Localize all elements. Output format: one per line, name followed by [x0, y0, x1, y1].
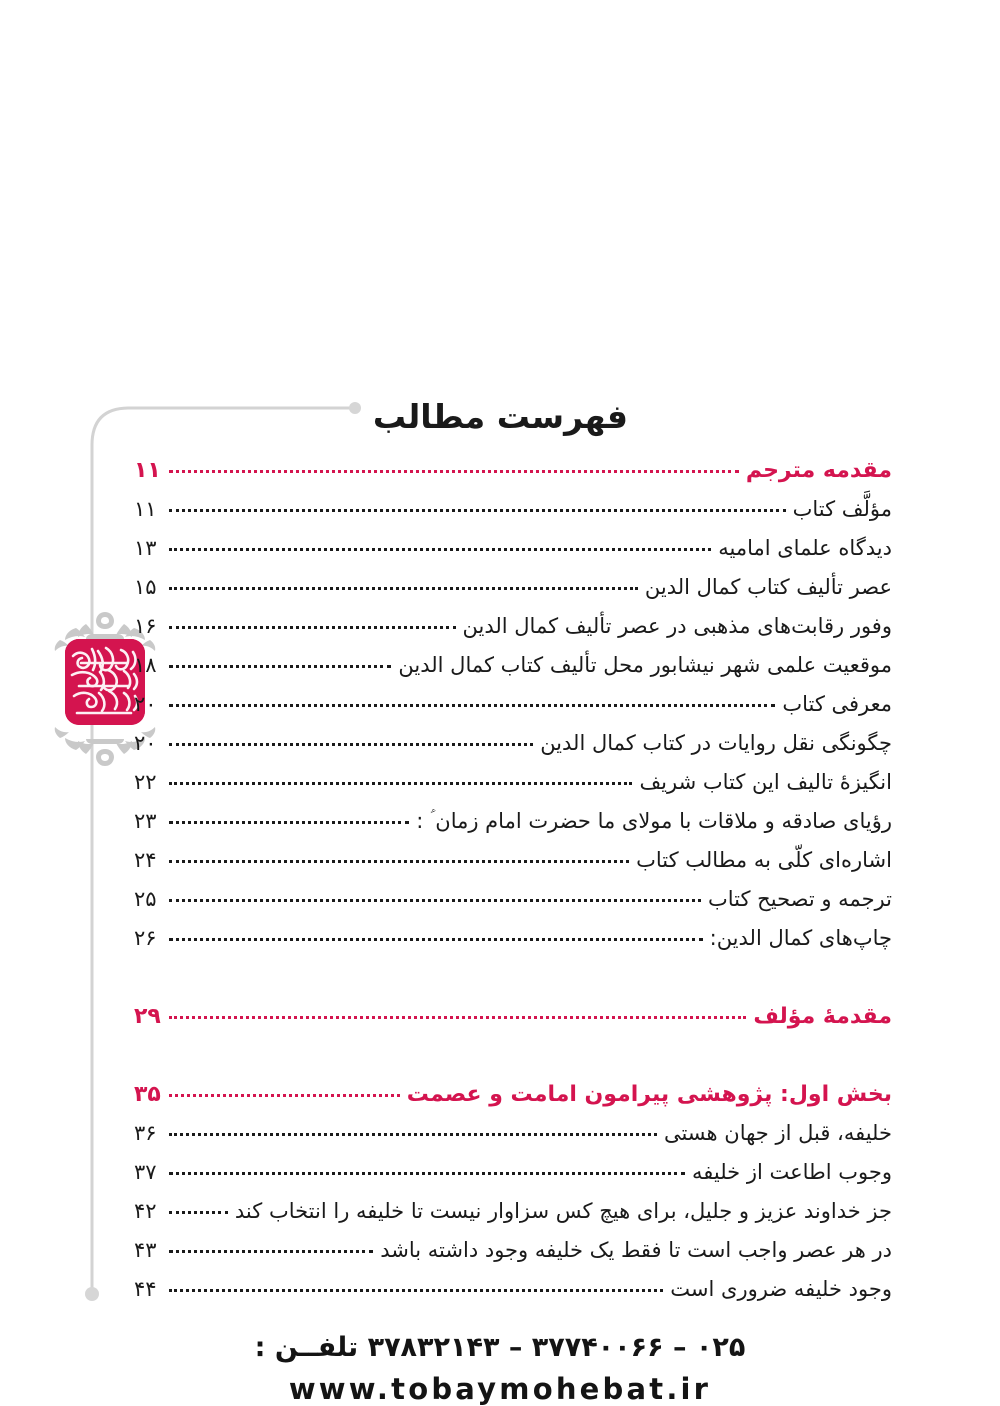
toc-entry-title: اشاره‌ای کلّی به مطالب کتاب	[636, 848, 892, 872]
toc-entry-page: ۲۳	[134, 809, 157, 833]
toc-entry[interactable]	[134, 772, 892, 811]
toc-entry[interactable]	[134, 1162, 892, 1201]
toc-dot-leader	[169, 898, 701, 902]
toc-entry-title: وجوب اطاعت از خلیفه	[692, 1160, 892, 1184]
phone-numbers: ۰۲۵ – ۳۷۷۴۰۰۶۶ – ۳۷۸۳۲۱۴۳	[367, 1332, 746, 1363]
toc-dot-leader	[169, 1015, 746, 1019]
toc-entry-page: ۳۷	[134, 1160, 157, 1184]
toc-entry[interactable]	[134, 850, 892, 889]
toc-dot-leader	[169, 937, 703, 941]
toc-entry-title: دیدگاه علمای امامیه	[718, 536, 892, 560]
toc-section-heading[interactable]	[134, 1006, 892, 1045]
toc-entry-page: ۱۶	[134, 614, 157, 638]
toc-entry[interactable]	[134, 499, 892, 538]
toc-entry-page: ۳۶	[134, 1121, 157, 1145]
toc-entry-title: وجود خلیفه ضروری است	[670, 1277, 892, 1301]
medallion-calligraphy-plate	[65, 639, 145, 725]
toc-entry-page: ۱۳	[134, 536, 157, 560]
toc-dot-leader	[169, 1249, 373, 1253]
toc-dot-leader	[169, 1171, 685, 1175]
toc-entry-title: خلیفه، قبل از جهان هستی	[663, 1121, 892, 1145]
toc-entry-title: موقعیت علمی شهر نیشابور محل تألیف کتاب کمال الدین	[398, 653, 892, 677]
toc-entry[interactable]	[134, 889, 892, 928]
toc-entry[interactable]	[134, 928, 892, 967]
toc-section-heading[interactable]	[134, 1084, 892, 1123]
toc-entry[interactable]	[134, 1201, 892, 1240]
toc-entry-title: عصر تألیف کتاب کمال الدین	[644, 575, 892, 599]
rail-endpoint-dot	[349, 402, 361, 414]
toc-entry-title: انگیزهٔ تالیف این کتاب شریف	[639, 770, 892, 794]
toc-dot-leader	[169, 703, 775, 707]
toc-entry-page: ۲۹	[134, 1004, 161, 1029]
toc-spacer	[134, 1045, 892, 1084]
toc-entry-title: معرفی کتاب	[782, 692, 892, 716]
toc-entry-title: مقدمهٔ مؤلف	[753, 1004, 892, 1029]
toc-entry-title: وفور رقابت‌های مذهبی در عصر تألیف کمال الدین	[462, 614, 892, 638]
rail-bottom-dot	[85, 1287, 99, 1301]
toc-dot-leader	[169, 547, 711, 551]
toc-spacer	[134, 967, 892, 1006]
toc-entry-title: ترجمه و تصحیح کتاب	[708, 887, 892, 911]
toc-entry[interactable]	[134, 733, 892, 772]
toc-section-heading[interactable]	[134, 460, 892, 499]
toc-entry-page: ۲۲	[134, 770, 157, 794]
toc-entry-title: چاپ‌های کمال الدین:	[709, 926, 892, 950]
toc-dot-leader	[169, 963, 885, 964]
website-url[interactable]: www.tobaymohebat.ir	[288, 1372, 712, 1406]
phone-line	[0, 1332, 1000, 1363]
toc-dot-leader	[169, 625, 456, 629]
toc-dot-leader	[169, 1288, 663, 1292]
toc-dot-leader	[169, 859, 629, 863]
toc-entry-title: در هر عصر واجب است تا فقط یک خلیفه وجود داشته باشد	[380, 1238, 892, 1262]
toc-entry[interactable]	[134, 538, 892, 577]
toc-dot-leader	[169, 781, 632, 785]
toc-entry[interactable]	[134, 1279, 892, 1318]
toc-dot-leader	[169, 1210, 228, 1214]
toc-entry-page: ۴۴	[134, 1277, 157, 1301]
toc-entry-title: جز خداوند عزیز و جلیل، برای هیچ کس سزاوار نیست تا خلیفه را انتخاب کند	[234, 1199, 892, 1223]
toc-dot-leader	[169, 1093, 400, 1097]
toc-entry-title: رؤیای صادقه و ملاقات با مولای ما حضرت امام زمان ؑ :	[416, 809, 892, 833]
footer	[0, 1332, 1000, 1406]
toc-entry-page: ۳۵	[134, 1082, 161, 1107]
table-of-contents	[134, 460, 892, 1318]
toc-entry-page: ۲۰	[134, 731, 157, 755]
toc-entry-page: ۲۴	[134, 848, 157, 872]
toc-dot-leader	[169, 508, 786, 512]
toc-entry-page: ۱۱	[134, 497, 157, 521]
toc-entry[interactable]	[134, 694, 892, 733]
page-title: فهرست مطالب	[372, 397, 628, 436]
toc-dot-leader	[169, 1132, 657, 1136]
toc-dot-leader	[169, 820, 409, 824]
toc-entry-page: ۴۲	[134, 1199, 157, 1223]
phone-label: تلفــن :	[254, 1332, 359, 1363]
toc-entry[interactable]	[134, 1240, 892, 1279]
toc-dot-leader	[169, 742, 533, 746]
toc-entry-page: ۲۶	[134, 926, 157, 950]
toc-dot-leader	[169, 664, 391, 668]
toc-entry[interactable]	[134, 1123, 892, 1162]
toc-entry-page: ۱۸	[134, 653, 157, 677]
toc-entry-page: ۱۵	[134, 575, 157, 599]
toc-entry-title: مقدمه مترجم	[745, 458, 892, 483]
toc-entry-page: ۴۳	[134, 1238, 157, 1262]
toc-entry-page: ۲۵	[134, 887, 157, 911]
toc-entry[interactable]	[134, 655, 892, 694]
toc-entry-title: چگونگی نقل روایات در کتاب کمال الدین	[540, 731, 892, 755]
toc-entry-title: مؤلَّف کتاب	[792, 497, 892, 521]
toc-dot-leader	[169, 586, 638, 590]
toc-entry-title: بخش اول: پژوهشی پیرامون امامت و عصمت	[406, 1082, 892, 1107]
toc-entry[interactable]	[134, 577, 892, 616]
toc-entry[interactable]	[134, 811, 892, 850]
toc-entry[interactable]	[134, 616, 892, 655]
toc-dot-leader	[169, 1041, 885, 1042]
toc-dot-leader	[169, 469, 739, 473]
toc-entry-page: ۱۱	[134, 458, 161, 483]
toc-entry-page: ۲۰	[134, 692, 157, 716]
